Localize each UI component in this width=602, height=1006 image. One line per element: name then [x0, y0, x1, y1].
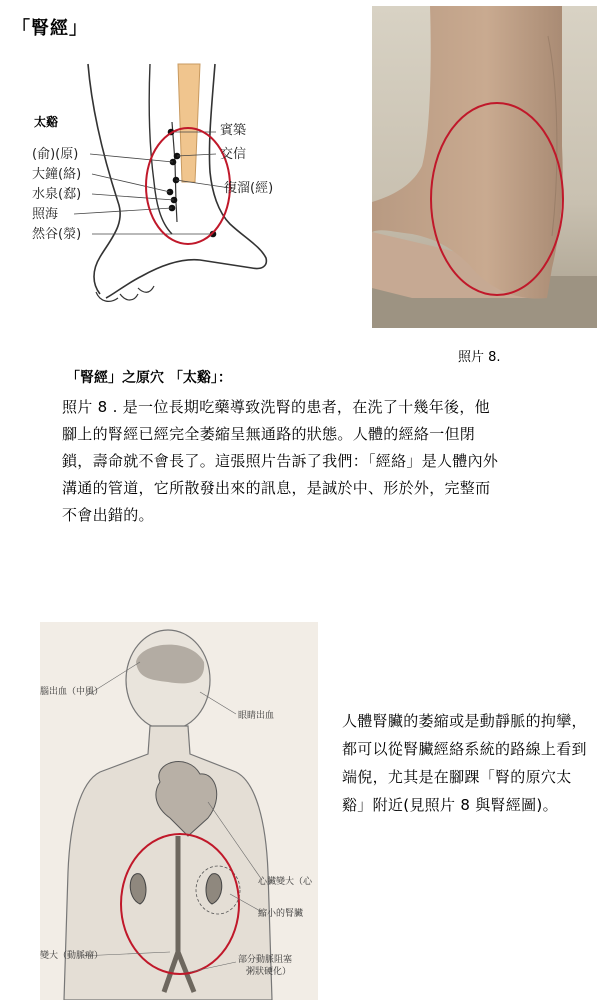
- diagram-caption: 「腎經」之原穴 「太谿」：: [66, 370, 232, 386]
- label-point-zhubin: 賓築: [220, 123, 247, 138]
- label-point-dazhong: 大鐘(絡): [32, 167, 82, 182]
- label-point-zhaohai: 照海: [32, 207, 59, 222]
- photo-caption: 照片 8.: [458, 350, 501, 365]
- label-heart-enlarged: 心臟變大（心: [258, 877, 313, 887]
- anatomy-illustration: [40, 622, 318, 1000]
- heel-photo: [372, 6, 597, 328]
- label-point-yuan: (俞)(原): [32, 147, 79, 162]
- kidney-meridian-diagram: [30, 62, 298, 306]
- label-artery-blockage: 部分動脈阻塞: [238, 955, 293, 965]
- label-point-shuiquan: 水泉(郄): [32, 187, 82, 202]
- page-title: 「腎經」: [12, 18, 88, 39]
- label-point-rangu: 然谷(滎): [32, 227, 82, 242]
- label-kidney-shrunk: 縮小的腎臟: [258, 909, 304, 919]
- label-aneurysm: 變大（動脈瘤）: [40, 951, 104, 961]
- body-paragraph-1: 照片 8 . 是一位長期吃藥導致洗腎的患者，在洗了十幾年後，他腳上的腎經已經完全萎縮呈無通路的狀態。人體的經絡一但閉鎖，壽命就不會長了。這張照片告訴了我們：「經絡」是人體內外溝通的管道，它所散發出來的訊息，是誠於中、形於外，完整而不會出錯的。: [62, 398, 499, 524]
- label-taixi: 太谿: [34, 115, 59, 129]
- body-paragraph-2: 人體腎臟的萎縮或是動靜脈的拘攣，都可以從腎臟經絡系統的路線上看到端倪，尤其是在腳踝「腎的原穴太谿」附近(見照片 8 與腎經圖)。: [342, 712, 587, 814]
- label-point-fuliu: 復溜(經): [224, 181, 274, 196]
- label-eye-hemorrhage: 眼睛出血: [238, 711, 275, 721]
- label-atherosclerosis: 粥狀硬化）: [246, 967, 292, 977]
- label-point-jiaoxin: 交信: [220, 147, 247, 162]
- label-brain-hemorrhage: 腦出血（中風）: [40, 687, 104, 697]
